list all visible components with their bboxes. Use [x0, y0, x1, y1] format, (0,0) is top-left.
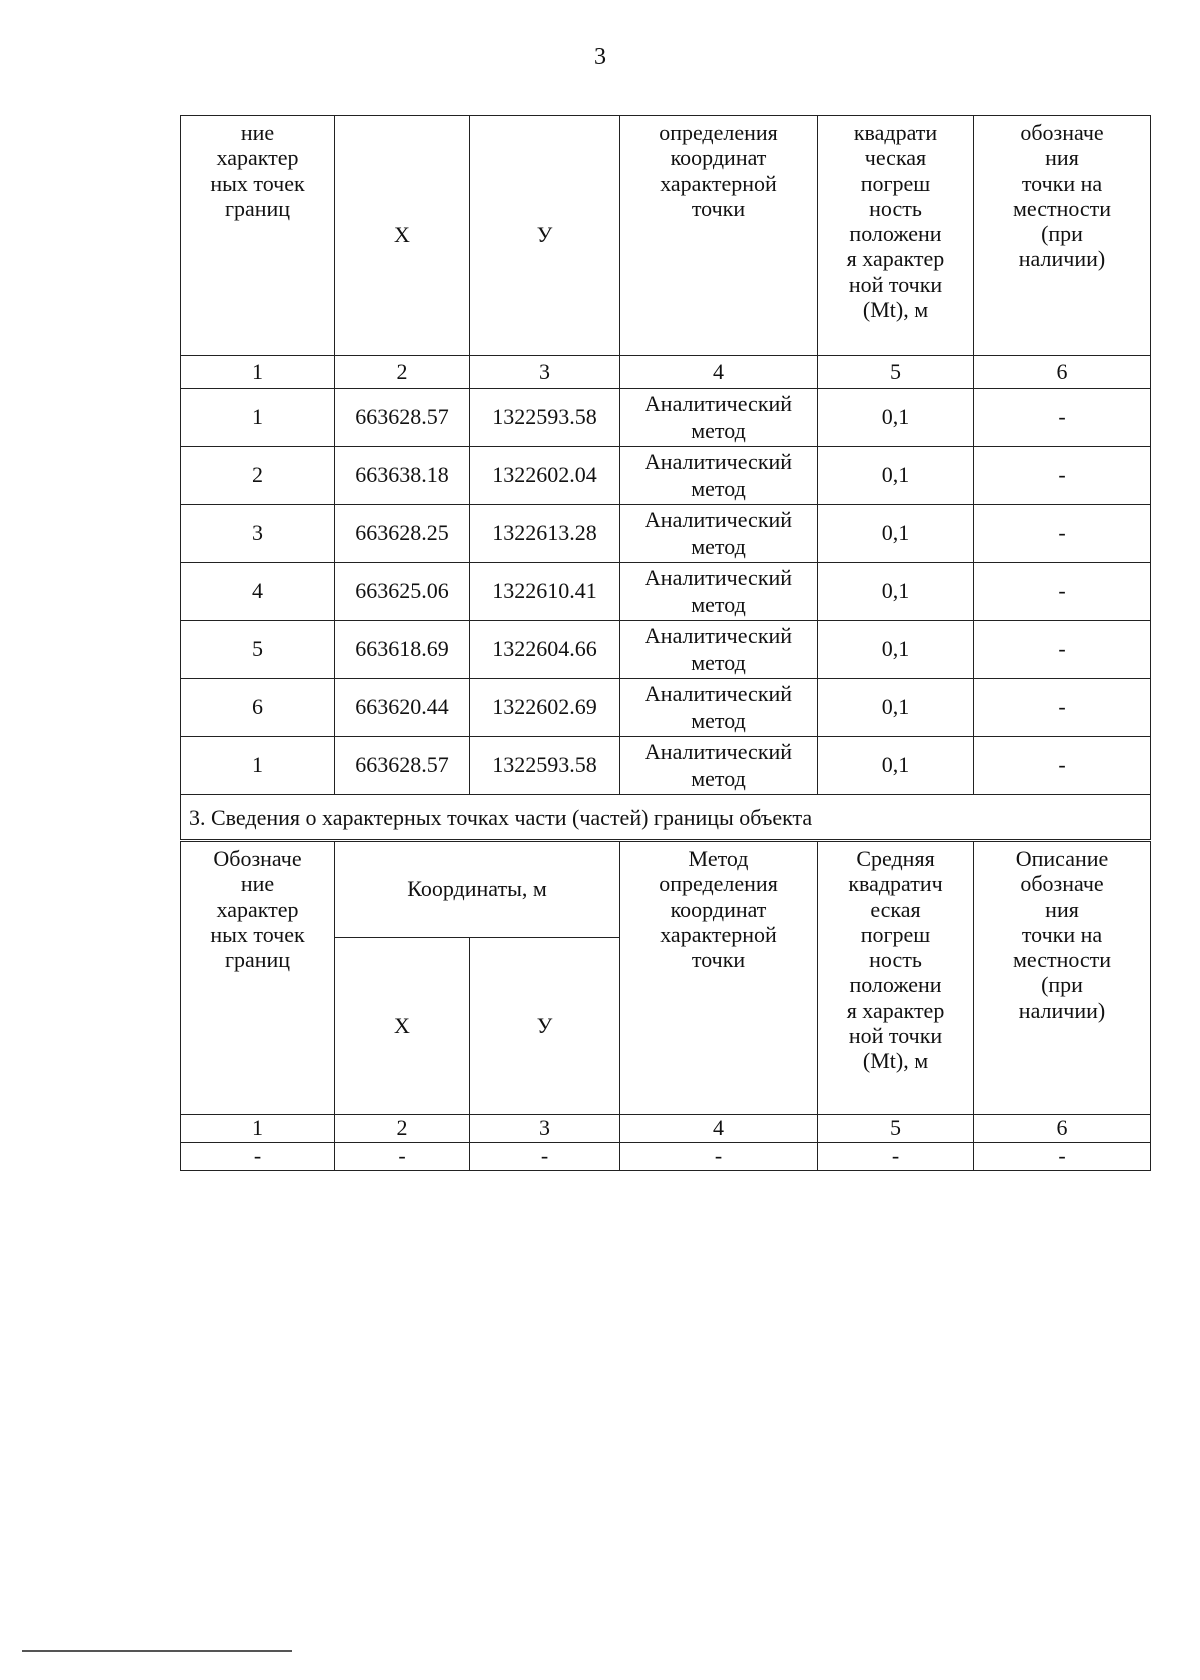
column-number: 6: [974, 356, 1151, 389]
header-line: точки: [691, 947, 746, 973]
method-line: метод: [691, 417, 746, 443]
header-line: местности: [1012, 195, 1112, 221]
method-line: Аналитический: [644, 507, 793, 533]
header-line: я характер: [846, 246, 945, 272]
header-method: [620, 842, 818, 1115]
header-line: Обозначе: [213, 846, 302, 871]
header-line: характерной: [660, 921, 777, 947]
column-number: 3: [470, 356, 620, 389]
header-x: Х: [335, 116, 470, 356]
header-line: характерной: [660, 170, 777, 196]
coordinates-table-part2: [180, 115, 1151, 840]
header-y: У: [470, 116, 620, 356]
header-line: еская: [870, 896, 921, 922]
description-cell: -: [974, 679, 1151, 737]
column-number: 6: [974, 1115, 1151, 1143]
column-number: 3: [470, 1115, 620, 1143]
header-line: границ: [224, 195, 291, 221]
x-cell: 663638.18: [335, 447, 470, 505]
point-number-cell: 1: [181, 389, 335, 447]
table-row: [181, 679, 1151, 737]
y-cell: 1322602.04: [470, 447, 620, 505]
x-cell: 663628.25: [335, 505, 470, 563]
header-description: [974, 116, 1151, 356]
mean-error-cell: 0,1: [818, 505, 974, 563]
description-cell: -: [974, 389, 1151, 447]
header-method: [620, 116, 818, 356]
method-line: метод: [691, 591, 746, 617]
header-line: характер: [216, 896, 299, 922]
header-line: ние: [240, 120, 275, 145]
method-line: Аналитический: [644, 681, 793, 707]
header-line: ных точек: [210, 921, 305, 947]
table-row: [181, 621, 1151, 679]
y-cell: 1322604.66: [470, 621, 620, 679]
header-line: (Mt), м: [862, 297, 929, 323]
header-line: ной точки: [848, 271, 943, 297]
x-cell: 663620.44: [335, 679, 470, 737]
x-cell: 663618.69: [335, 621, 470, 679]
column-number: 2: [335, 356, 470, 389]
header-mean-error: [818, 842, 974, 1115]
header-description: [974, 842, 1151, 1115]
header-line: координат: [670, 896, 767, 922]
header-line: характер: [216, 145, 299, 171]
method-line: метод: [691, 765, 746, 791]
table-row: [181, 1143, 1151, 1171]
method-line: метод: [691, 475, 746, 501]
section-title: 3. Сведения о характерных точках части (частей) границы объекта: [181, 795, 1151, 840]
y-cell: 1322613.28: [470, 505, 620, 563]
table-row: [181, 505, 1151, 563]
page-number: 3: [594, 44, 606, 70]
header-line: ния: [1045, 145, 1079, 171]
description-cell: -: [974, 621, 1151, 679]
header-line: наличии): [1018, 246, 1106, 272]
empty-cell: -: [181, 1143, 335, 1171]
description-cell: -: [974, 447, 1151, 505]
header-line: ния: [1045, 896, 1079, 922]
header-point-designation: [181, 842, 335, 1115]
empty-cell: -: [818, 1143, 974, 1171]
description-cell: -: [974, 505, 1151, 563]
method-line: Аналитический: [644, 449, 793, 475]
point-number-cell: 2: [181, 447, 335, 505]
header-coordinates: Координаты, м: [335, 842, 620, 938]
header-description-text: [974, 846, 1150, 1023]
column-number-row: [181, 356, 1151, 389]
method-cell: [620, 737, 818, 795]
method-cell: [620, 563, 818, 621]
mean-error-cell: 0,1: [818, 737, 974, 795]
header-line: определения: [659, 871, 778, 897]
header-line: местности: [1012, 947, 1112, 973]
method-line: метод: [691, 707, 746, 733]
header-mean-error: [818, 116, 974, 356]
description-cell: -: [974, 737, 1151, 795]
header-line: Метод: [688, 846, 749, 871]
mean-error-cell: 0,1: [818, 447, 974, 505]
method-cell: [620, 621, 818, 679]
column-number: 5: [818, 356, 974, 389]
header-y: У: [470, 938, 620, 1115]
header-line: точки: [691, 195, 746, 221]
empty-cell: -: [974, 1143, 1151, 1171]
header-line: обозначе: [1020, 871, 1104, 897]
header-method-text: [620, 120, 817, 221]
table-header-row: [181, 842, 1151, 938]
point-number-cell: 4: [181, 563, 335, 621]
column-number: 1: [181, 1115, 335, 1143]
header-x: Х: [335, 938, 470, 1115]
method-line: Аналитический: [644, 739, 793, 765]
header-line: (Mt), м: [862, 1048, 929, 1074]
y-cell: 1322610.41: [470, 563, 620, 621]
table-row: [181, 563, 1151, 621]
mean-error-cell: 0,1: [818, 563, 974, 621]
column-number: 4: [620, 356, 818, 389]
point-number-cell: 6: [181, 679, 335, 737]
x-cell: 663628.57: [335, 389, 470, 447]
column-number: 2: [335, 1115, 470, 1143]
empty-cell: -: [335, 1143, 470, 1171]
method-line: Аналитический: [644, 565, 793, 591]
header-mean-error-text: [818, 846, 973, 1074]
footer-rule: [22, 1650, 292, 1652]
header-line: положени: [849, 972, 942, 998]
column-number-row: [181, 1115, 1151, 1143]
method-line: Аналитический: [644, 623, 793, 649]
column-number: 4: [620, 1115, 818, 1143]
mean-error-cell: 0,1: [818, 679, 974, 737]
header-line: ных точек: [210, 170, 305, 196]
header-line: Описание: [1015, 846, 1109, 871]
header-line: координат: [670, 145, 767, 171]
header-line: погреш: [860, 170, 931, 196]
table-header-row: [181, 116, 1151, 356]
header-method-text: [620, 846, 817, 972]
header-description-text: [974, 120, 1150, 272]
table-row: [181, 447, 1151, 505]
point-number-cell: 1: [181, 737, 335, 795]
header-line: (при: [1041, 972, 1083, 998]
method-cell: [620, 389, 818, 447]
method-cell: [620, 447, 818, 505]
header-line: обозначе: [1020, 120, 1104, 145]
header-line: границ: [224, 947, 291, 973]
header-line: ние: [240, 871, 275, 897]
empty-cell: -: [620, 1143, 818, 1171]
method-cell: [620, 679, 818, 737]
y-cell: 1322593.58: [470, 737, 620, 795]
empty-cell: -: [470, 1143, 620, 1171]
header-line: Средняя: [856, 846, 935, 871]
section-title-row: [181, 795, 1151, 840]
header-line: квадратич: [848, 871, 943, 897]
table-row: [181, 737, 1151, 795]
table-row: [181, 389, 1151, 447]
column-number: 1: [181, 356, 335, 389]
header-line: ность: [869, 947, 922, 973]
y-cell: 1322593.58: [470, 389, 620, 447]
header-mean-error-text: [818, 120, 973, 322]
header-line: точки на: [1021, 921, 1103, 947]
header-point-designation: [181, 116, 335, 356]
header-line: квадрати: [853, 120, 938, 145]
method-line: метод: [691, 533, 746, 559]
coordinates-table-part3: [180, 841, 1151, 1171]
header-line: точки на: [1021, 170, 1103, 196]
mean-error-cell: 0,1: [818, 621, 974, 679]
description-cell: -: [974, 563, 1151, 621]
y-cell: 1322602.69: [470, 679, 620, 737]
point-number-cell: 5: [181, 621, 335, 679]
header-line: наличии): [1018, 997, 1106, 1023]
column-number: 5: [818, 1115, 974, 1143]
header-point-designation-text: [181, 846, 334, 972]
header-line: ность: [869, 195, 922, 221]
method-line: метод: [691, 649, 746, 675]
x-cell: 663628.57: [335, 737, 470, 795]
header-line: (при: [1041, 221, 1083, 247]
mean-error-cell: 0,1: [818, 389, 974, 447]
header-line: положени: [849, 221, 942, 247]
point-number-cell: 3: [181, 505, 335, 563]
header-line: ной точки: [848, 1023, 943, 1049]
header-line: определения: [659, 120, 778, 145]
header-line: погреш: [860, 921, 931, 947]
x-cell: 663625.06: [335, 563, 470, 621]
method-line: Аналитический: [644, 391, 793, 417]
method-cell: [620, 505, 818, 563]
header-line: я характер: [846, 997, 945, 1023]
header-line: ческая: [864, 145, 927, 171]
header-point-designation-text: [181, 120, 334, 221]
